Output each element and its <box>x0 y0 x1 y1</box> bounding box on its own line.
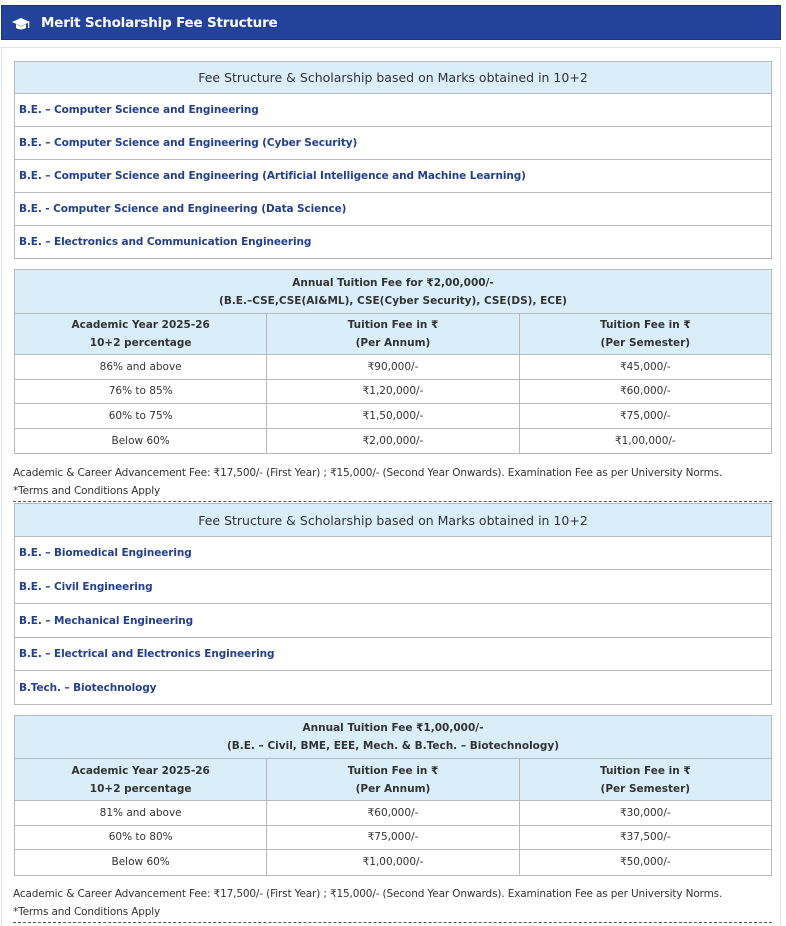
program-table-heading: Fee Structure & Scholarship based on Marks obtained in 10+2 <box>15 62 771 94</box>
table-cell: ₹1,20,000/- <box>267 380 519 404</box>
program-row: B.Tech. – Biotechnology <box>19 681 157 694</box>
program-row: B.E. – Computer Science and Engineering (Cyber Security) <box>15 127 771 160</box>
column-header-line: Tuition Fee in ₹ <box>599 764 691 777</box>
column-header-line: (Per Annum) <box>355 782 431 795</box>
table-cell: 86% and above <box>15 355 267 379</box>
section-header <box>1 5 781 40</box>
fee-table-title-line1: Annual Tuition Fee ₹1,00,000/- <box>302 722 484 734</box>
fee-table-title <box>15 716 771 759</box>
table-cell: 81% and above <box>15 801 267 825</box>
program-row: B.E. – Computer Science and Engineering <box>15 94 771 127</box>
table-cell: ₹2,00,000/- <box>267 429 519 454</box>
table-row <box>15 850 771 875</box>
fee-note: Academic & Career Advancement Fee: ₹17,500/- (First Year) ; ₹15,000/- (Second Year Onwards). Examination Fee as per University Norms. <box>13 467 723 479</box>
table-row <box>15 355 771 380</box>
column-header-line: Academic Year 2025-26 <box>71 319 210 331</box>
table-cell: ₹45,000/- <box>619 360 671 373</box>
section-divider <box>13 501 772 502</box>
column-header-per-annum <box>267 314 519 354</box>
table-row <box>15 826 771 851</box>
fee-table-title-line2: (B.E. – Civil, BME, EEE, Mech. & B.Tech. – Biotechnology) <box>226 740 560 752</box>
column-header-line: (Per Semester) <box>600 337 691 349</box>
table-cell: 60% to 80% <box>15 826 267 850</box>
table-cell: ₹75,000/- <box>267 826 519 850</box>
column-header-line: 10+2 percentage <box>89 782 192 795</box>
table-cell: ₹75,000/- <box>619 409 671 422</box>
fee-note: Academic & Career Advancement Fee: ₹17,500/- (First Year) ; ₹15,000/- (Second Year Onwards). Examination Fee as per University Norms. <box>13 888 723 900</box>
table-cell: ₹1,50,000/- <box>267 404 519 428</box>
program-row: B.E. – Mechanical Engineering <box>15 604 771 638</box>
column-header-line: Tuition Fee in ₹ <box>347 764 439 777</box>
column-header-line: Academic Year 2025-26 <box>71 764 210 777</box>
program-row: B.E. – Electrical and Electronics Engineering <box>15 638 771 671</box>
column-header-per-annum <box>267 759 519 800</box>
table-cell: ₹60,000/- <box>619 385 671 398</box>
page-title: Merit Scholarship Fee Structure <box>41 14 278 31</box>
table-cell: ₹50,000/- <box>619 856 671 869</box>
fee-table-1 <box>14 269 772 454</box>
terms-note: *Terms and Conditions Apply <box>13 485 161 497</box>
table-cell: ₹90,000/- <box>267 355 519 379</box>
table-row <box>15 404 771 429</box>
table-cell: Below 60% <box>15 429 267 454</box>
table-row <box>15 801 771 826</box>
content-panel <box>1 47 781 926</box>
column-header-percentage <box>15 314 267 354</box>
column-header-percentage <box>15 759 267 800</box>
fee-table-header-row <box>15 314 771 355</box>
table-cell: 76% to 85% <box>15 380 267 404</box>
section-divider <box>13 922 772 923</box>
table-cell: ₹1,00,000/- <box>614 434 676 447</box>
graduation-cap-icon <box>12 16 30 30</box>
fee-table-2 <box>14 715 772 876</box>
table-cell: ₹37,500/- <box>619 831 671 844</box>
terms-note: *Terms and Conditions Apply <box>13 906 161 918</box>
column-header-line: 10+2 percentage <box>89 337 192 349</box>
table-cell: ₹1,00,000/- <box>267 850 519 875</box>
program-row: B.E. – Biomedical Engineering <box>15 537 771 570</box>
table-row <box>15 429 771 454</box>
program-row: B.E. - Computer Science and Engineering (Data Science) <box>15 193 771 226</box>
fee-table-title-line1: Annual Tuition Fee for ₹2,00,000/- <box>292 276 494 289</box>
fee-table-header-row <box>15 759 771 801</box>
program-table-2 <box>14 503 772 705</box>
column-header-per-semester <box>520 759 771 800</box>
column-header-line: Tuition Fee in ₹ <box>347 319 439 331</box>
program-table-heading: Fee Structure & Scholarship based on Marks obtained in 10+2 <box>15 504 771 537</box>
fee-table-title <box>15 270 771 314</box>
table-row <box>15 380 771 405</box>
fee-table-title-line2: (B.E.–CSE,CSE(AI&ML), CSE(Cyber Security), CSE(DS), ECE) <box>219 294 567 307</box>
column-header-line: (Per Semester) <box>600 782 691 795</box>
program-table-1 <box>14 61 772 259</box>
table-cell: ₹60,000/- <box>267 801 519 825</box>
table-cell: Below 60% <box>15 850 267 875</box>
table-cell: 60% to 75% <box>15 404 267 428</box>
table-cell: ₹30,000/- <box>619 806 671 819</box>
program-row: B.E. – Civil Engineering <box>15 570 771 604</box>
program-row: B.E. – Computer Science and Engineering (Artificial Intelligence and Machine Learning) <box>15 160 771 193</box>
program-row: B.E. – Electronics and Communication Engineering <box>19 236 312 248</box>
column-header-line: (Per Annum) <box>355 337 431 349</box>
column-header-per-semester <box>520 314 771 354</box>
column-header-line: Tuition Fee in ₹ <box>599 319 691 331</box>
